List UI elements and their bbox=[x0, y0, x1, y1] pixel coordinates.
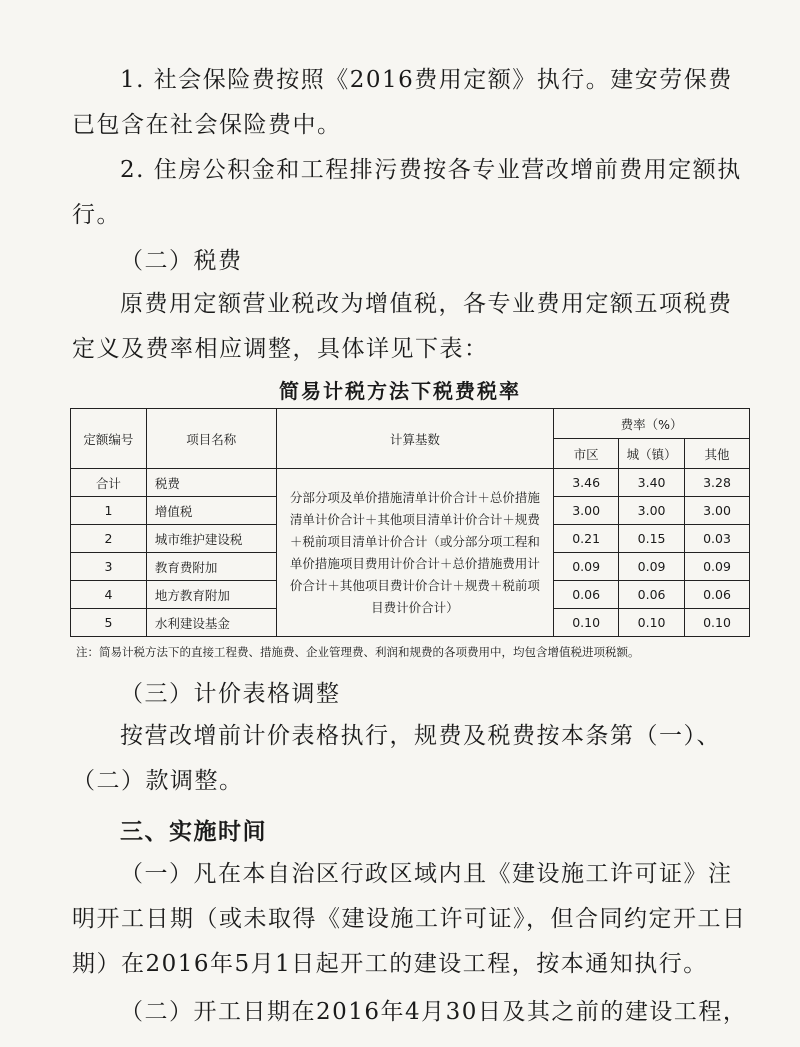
row-urban: 3.46 bbox=[554, 469, 619, 497]
row-other: 0.09 bbox=[685, 553, 750, 581]
calculation-basis: 分部分项及单价措施清单计价合计＋总价措施清单计价合计＋其他项目清单计价合计＋规费＋税前项目清单计价合计（或分部分项工程和单价措施项目费用计价合计＋总价措施费用计价合计＋其他项目费计价合计＋规费＋税前项目费计价合计） bbox=[276, 469, 554, 637]
row-town: 3.40 bbox=[619, 469, 685, 497]
row-name: 地方教育附加 bbox=[146, 581, 276, 609]
paragraph-tax-change: 原费用定额营业税改为增值税，各专业费用定额五项税费定义及费率相应调整，具体详见下表： bbox=[72, 291, 733, 362]
heading-implementation-time: 三、实施时间 bbox=[120, 818, 267, 845]
paragraph-implementation-1: （一）凡在本自治区行政区域内且《建设施工许可证》注明开工日期（或未取得《建设施工许可证》，但合同约定开工日期）在2016年5月1日起开工的建设工程，按本通知执行。 bbox=[72, 861, 747, 977]
row-code: 3 bbox=[71, 553, 147, 581]
table-row bbox=[71, 469, 750, 497]
header-code: 定额编号 bbox=[71, 409, 147, 469]
row-name: 增值税 bbox=[146, 497, 276, 525]
row-other: 0.10 bbox=[685, 609, 750, 637]
row-code: 5 bbox=[71, 609, 147, 637]
header-basis: 计算基数 bbox=[276, 409, 554, 469]
heading-table-adjustment: （三）计价表格调整 bbox=[120, 681, 341, 707]
row-urban: 0.21 bbox=[554, 525, 619, 553]
row-name: 税费 bbox=[146, 469, 276, 497]
row-urban: 0.06 bbox=[554, 581, 619, 609]
row-other: 0.03 bbox=[685, 525, 750, 553]
row-town: 0.10 bbox=[619, 609, 685, 637]
row-name: 城市维护建设税 bbox=[146, 525, 276, 553]
row-code: 合计 bbox=[71, 469, 147, 497]
row-code: 4 bbox=[71, 581, 147, 609]
row-urban: 0.10 bbox=[554, 609, 619, 637]
header-town: 城（镇） bbox=[619, 439, 685, 469]
row-urban: 3.00 bbox=[554, 497, 619, 525]
table-note: 注：简易计税方法下的直接工程费、措施费、企业管理费、利润和规费的各项费用中，均包含增值税进项税额。 bbox=[76, 645, 640, 659]
row-town: 0.06 bbox=[619, 581, 685, 609]
row-code: 2 bbox=[71, 525, 147, 553]
row-name: 水利建设基金 bbox=[146, 609, 276, 637]
header-other: 其他 bbox=[685, 439, 750, 469]
row-town: 3.00 bbox=[619, 497, 685, 525]
paragraph-table-adjustment: 按营改增前计价表格执行，规费及税费按本条第（一）、（二）款调整。 bbox=[72, 723, 721, 794]
row-town: 0.09 bbox=[619, 553, 685, 581]
row-name: 教育费附加 bbox=[146, 553, 276, 581]
header-urban: 市区 bbox=[554, 439, 619, 469]
paragraph-implementation-2: （二）开工日期在2016年4月30日及其之前的建设工程， bbox=[120, 999, 748, 1025]
header-rate: 费率（%） bbox=[554, 409, 750, 439]
row-other: 3.28 bbox=[685, 469, 750, 497]
row-other: 3.00 bbox=[685, 497, 750, 525]
paragraph-social-insurance: 1. 社会保险费按照《2016费用定额》执行。建安劳保费已包含在社会保险费中。 bbox=[72, 67, 733, 138]
row-town: 0.15 bbox=[619, 525, 685, 553]
table-title: 简易计税方法下税费税率 bbox=[279, 379, 521, 403]
row-code: 1 bbox=[71, 497, 147, 525]
row-other: 0.06 bbox=[685, 581, 750, 609]
heading-tax: （二）税费 bbox=[120, 248, 243, 274]
row-urban: 0.09 bbox=[554, 553, 619, 581]
tax-rate-table bbox=[70, 408, 750, 637]
paragraph-housing-fund: 2. 住房公积金和工程排污费按各专业营改增前费用定额执行。 bbox=[72, 157, 742, 228]
header-name: 项目名称 bbox=[146, 409, 276, 469]
